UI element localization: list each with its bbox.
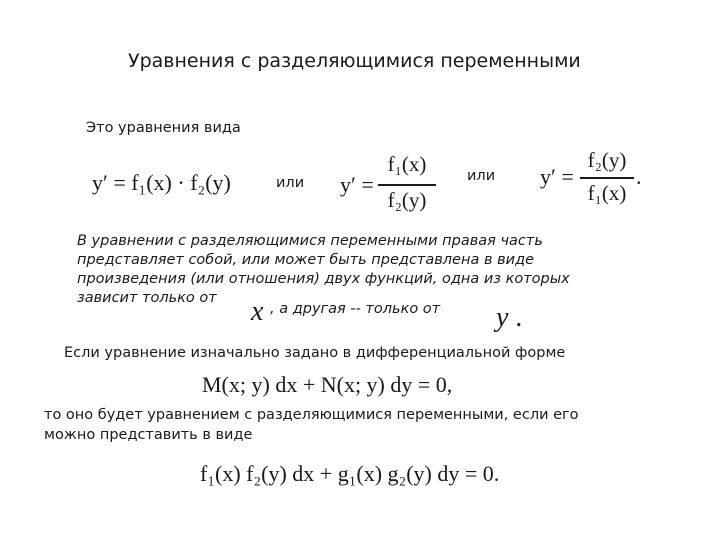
definition-line-1: В уравнении с разделяющимися переменными правая часть [77, 233, 543, 249]
formula-separable: f₁(x) f₂(y) dx + g₁(x) g₂(y) dy = 0. [200, 461, 500, 486]
definition-var-x: x [251, 296, 264, 327]
formula-ratio-denominator: f₂(y) [387, 188, 427, 212]
formula-inverse-lhs: y′ = [540, 164, 574, 189]
condition-line-1: то оно будет уравнением с разделяющимися переменными, если его [44, 407, 579, 423]
condition-line-2: можно представить в виде [44, 427, 253, 443]
fraction-bar [378, 184, 436, 186]
differential-intro: Если уравнение изначально задано в дифференциальной форме [64, 345, 566, 361]
formula-differential: M(x; y) dx + N(x; y) dy = 0, [202, 372, 453, 397]
formula-product: y′ = f₁(x) · f₂(y) [92, 170, 231, 195]
formula-inverse-denominator: f₁(x) [587, 181, 627, 205]
definition-line-4: зависит только от [77, 290, 217, 306]
definition-line-2: представляет собой, или может быть представлена в виде [77, 252, 535, 268]
intro-text: Это уравнения вида [86, 120, 241, 136]
or-label-1: или [276, 175, 305, 191]
formula-inverse-period: . [636, 164, 642, 189]
or-label-2: или [467, 168, 496, 184]
formula-inverse-numerator: f₂(y) [587, 148, 627, 172]
formula-inverse-fraction [580, 146, 634, 208]
definition-line-3: произведения (или отношения) двух функций, одна из которых [77, 271, 570, 287]
slide-title: Уравнения с разделяющимися переменными [128, 50, 581, 72]
definition-period: . [516, 302, 523, 333]
definition-var-y: y [496, 302, 509, 333]
definition-line-5: , а другая -- только от [270, 301, 441, 317]
formula-ratio-numerator: f₁(x) [387, 152, 427, 176]
fraction-bar [580, 177, 634, 179]
formula-ratio-fraction [378, 150, 436, 216]
formula-ratio-lhs: y′ = [340, 172, 374, 197]
